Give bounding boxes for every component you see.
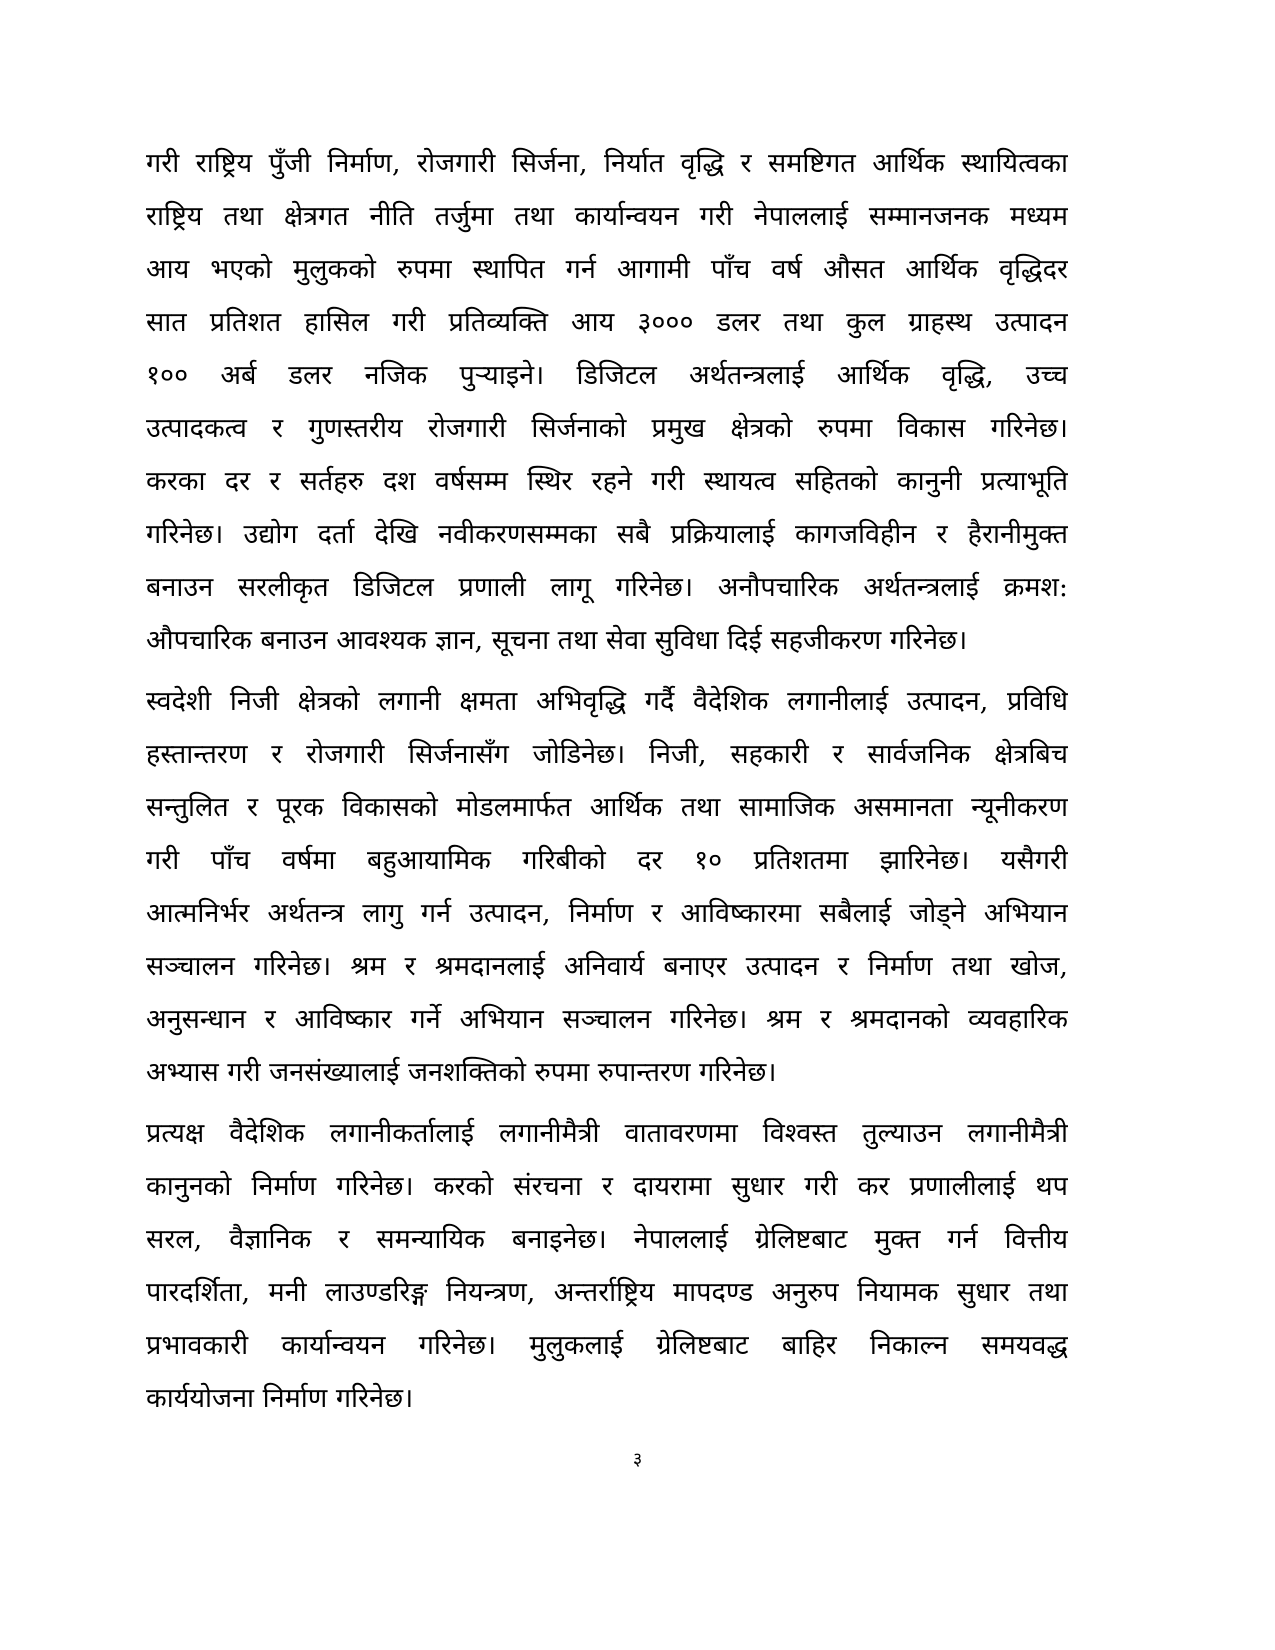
text-line: गरिनेछ। उद्योग दर्ता देखि नवीकरणसम्मका सबै प्रक्रियालाई कागजविहीन र हैरानीमुक्त [146, 519, 1068, 550]
text-line: कार्ययोजना निर्माण गरिनेछ। [146, 1383, 414, 1414]
text-line: आय भएको मुलुकको रुपमा स्थापित गर्न आगामी पाँच वर्ष औसत आर्थिक वृद्धिदर [146, 254, 1068, 285]
text-line: अभ्यास गरी जनसंख्यालाई जनशक्तिको रुपमा रुपान्तरण गरिनेछ। [146, 1057, 777, 1088]
text-line: १०० अर्ब डलर नजिक पुऱ्याइने। डिजिटल अर्थतन्त्रलाई आर्थिक वृद्धि, उच्च [146, 360, 1068, 391]
paragraph-1 [146, 137, 1068, 667]
text-line: गरी पाँच वर्षमा बहुआयामिक गरिबीको दर १० प्रतिशतमा झारिनेछ। यसैगरी [146, 845, 1068, 876]
page-number: ३ [632, 1449, 643, 1470]
text-line: राष्ट्रिय तथा क्षेत्रगत नीति तर्जुमा तथा कार्यान्वयन गरी नेपाललाई सम्मानजनक मध्यम [146, 201, 1068, 232]
text-line: बनाउन सरलीकृत डिजिटल प्रणाली लागू गरिनेछ। अनौपचारिक अर्थतन्त्रलाई क्रमश: [146, 572, 1068, 603]
text-line: उत्पादकत्व र गुणस्तरीय रोजगारी सिर्जनाको प्रमुख क्षेत्रको रुपमा विकास गरिनेछ। [146, 413, 1068, 444]
text-line: सञ्चालन गरिनेछ। श्रम र श्रमदानलाई अनिवार्य बनाएर उत्पादन र निर्माण तथा खोज, [146, 951, 1068, 982]
text-line: औपचारिक बनाउन आवश्यक ज्ञान, सूचना तथा सेवा सुविधा दिई सहजीकरण गरिनेछ। [146, 625, 968, 656]
document-body [146, 137, 1068, 1425]
paragraph-3 [146, 1107, 1068, 1425]
paragraph-spacer [146, 667, 1068, 675]
text-line: सन्तुलित र पूरक विकासको मोडलमार्फत आर्थिक तथा सामाजिक असमानता न्यूनीकरण [146, 792, 1068, 823]
text-line: अनुसन्धान र आविष्कार गर्ने अभियान सञ्चालन गरिनेछ। श्रम र श्रमदानको व्यवहारिक [146, 1004, 1068, 1035]
text-line: स्वदेशी निजी क्षेत्रको लगानी क्षमता अभिवृद्धि गर्दै वैदेशिक लगानीलाई उत्पादन, प्रविधि [146, 686, 1068, 717]
text-line: सरल, वैज्ञानिक र समन्यायिक बनाइनेछ। नेपाललाई ग्रेलिष्टबाट मुक्त गर्न वित्तीय [146, 1224, 1068, 1255]
text-line: प्रत्यक्ष वैदेशिक लगानीकर्तालाई लगानीमैत्री वातावरणमा विश्वस्त तुल्याउन लगानीमैत्री [146, 1118, 1068, 1149]
text-line: पारदर्शिता, मनी लाउण्डरिङ्ग नियन्त्रण, अन्तर्राष्ट्रिय मापदण्ड अनुरुप नियामक सुधार तथा [146, 1277, 1068, 1308]
paragraph-spacer [146, 1099, 1068, 1107]
text-line: कानुनको निर्माण गरिनेछ। करको संरचना र दायरामा सुधार गरी कर प्रणालीलाई थप [146, 1171, 1068, 1202]
text-line: सात प्रतिशत हासिल गरी प्रतिव्यक्ति आय ३००० डलर तथा कुल ग्राहस्थ उत्पादन [146, 307, 1068, 338]
text-line: गरी राष्ट्रिय पुँजी निर्माण, रोजगारी सिर्जना, निर्यात वृद्धि र समष्टिगत आर्थिक स्थायित्वका [146, 148, 1068, 179]
paragraph-2 [146, 675, 1068, 1099]
text-line: प्रभावकारी कार्यान्वयन गरिनेछ। मुलुकलाई ग्रेलिष्टबाट बाहिर निकाल्न समयवद्ध [146, 1330, 1068, 1361]
text-line: करका दर र सर्तहरु दश वर्षसम्म स्थिर रहने गरी स्थायत्व सहितको कानुनी प्रत्याभूति [146, 466, 1068, 497]
text-line: आत्मनिर्भर अर्थतन्त्र लागु गर्न उत्पादन, निर्माण र आविष्कारमा सबैलाई जोड्ने अभियान [146, 898, 1068, 929]
text-line: हस्तान्तरण र रोजगारी सिर्जनासँग जोडिनेछ। निजी, सहकारी र सार्वजनिक क्षेत्रबिच [146, 739, 1068, 770]
